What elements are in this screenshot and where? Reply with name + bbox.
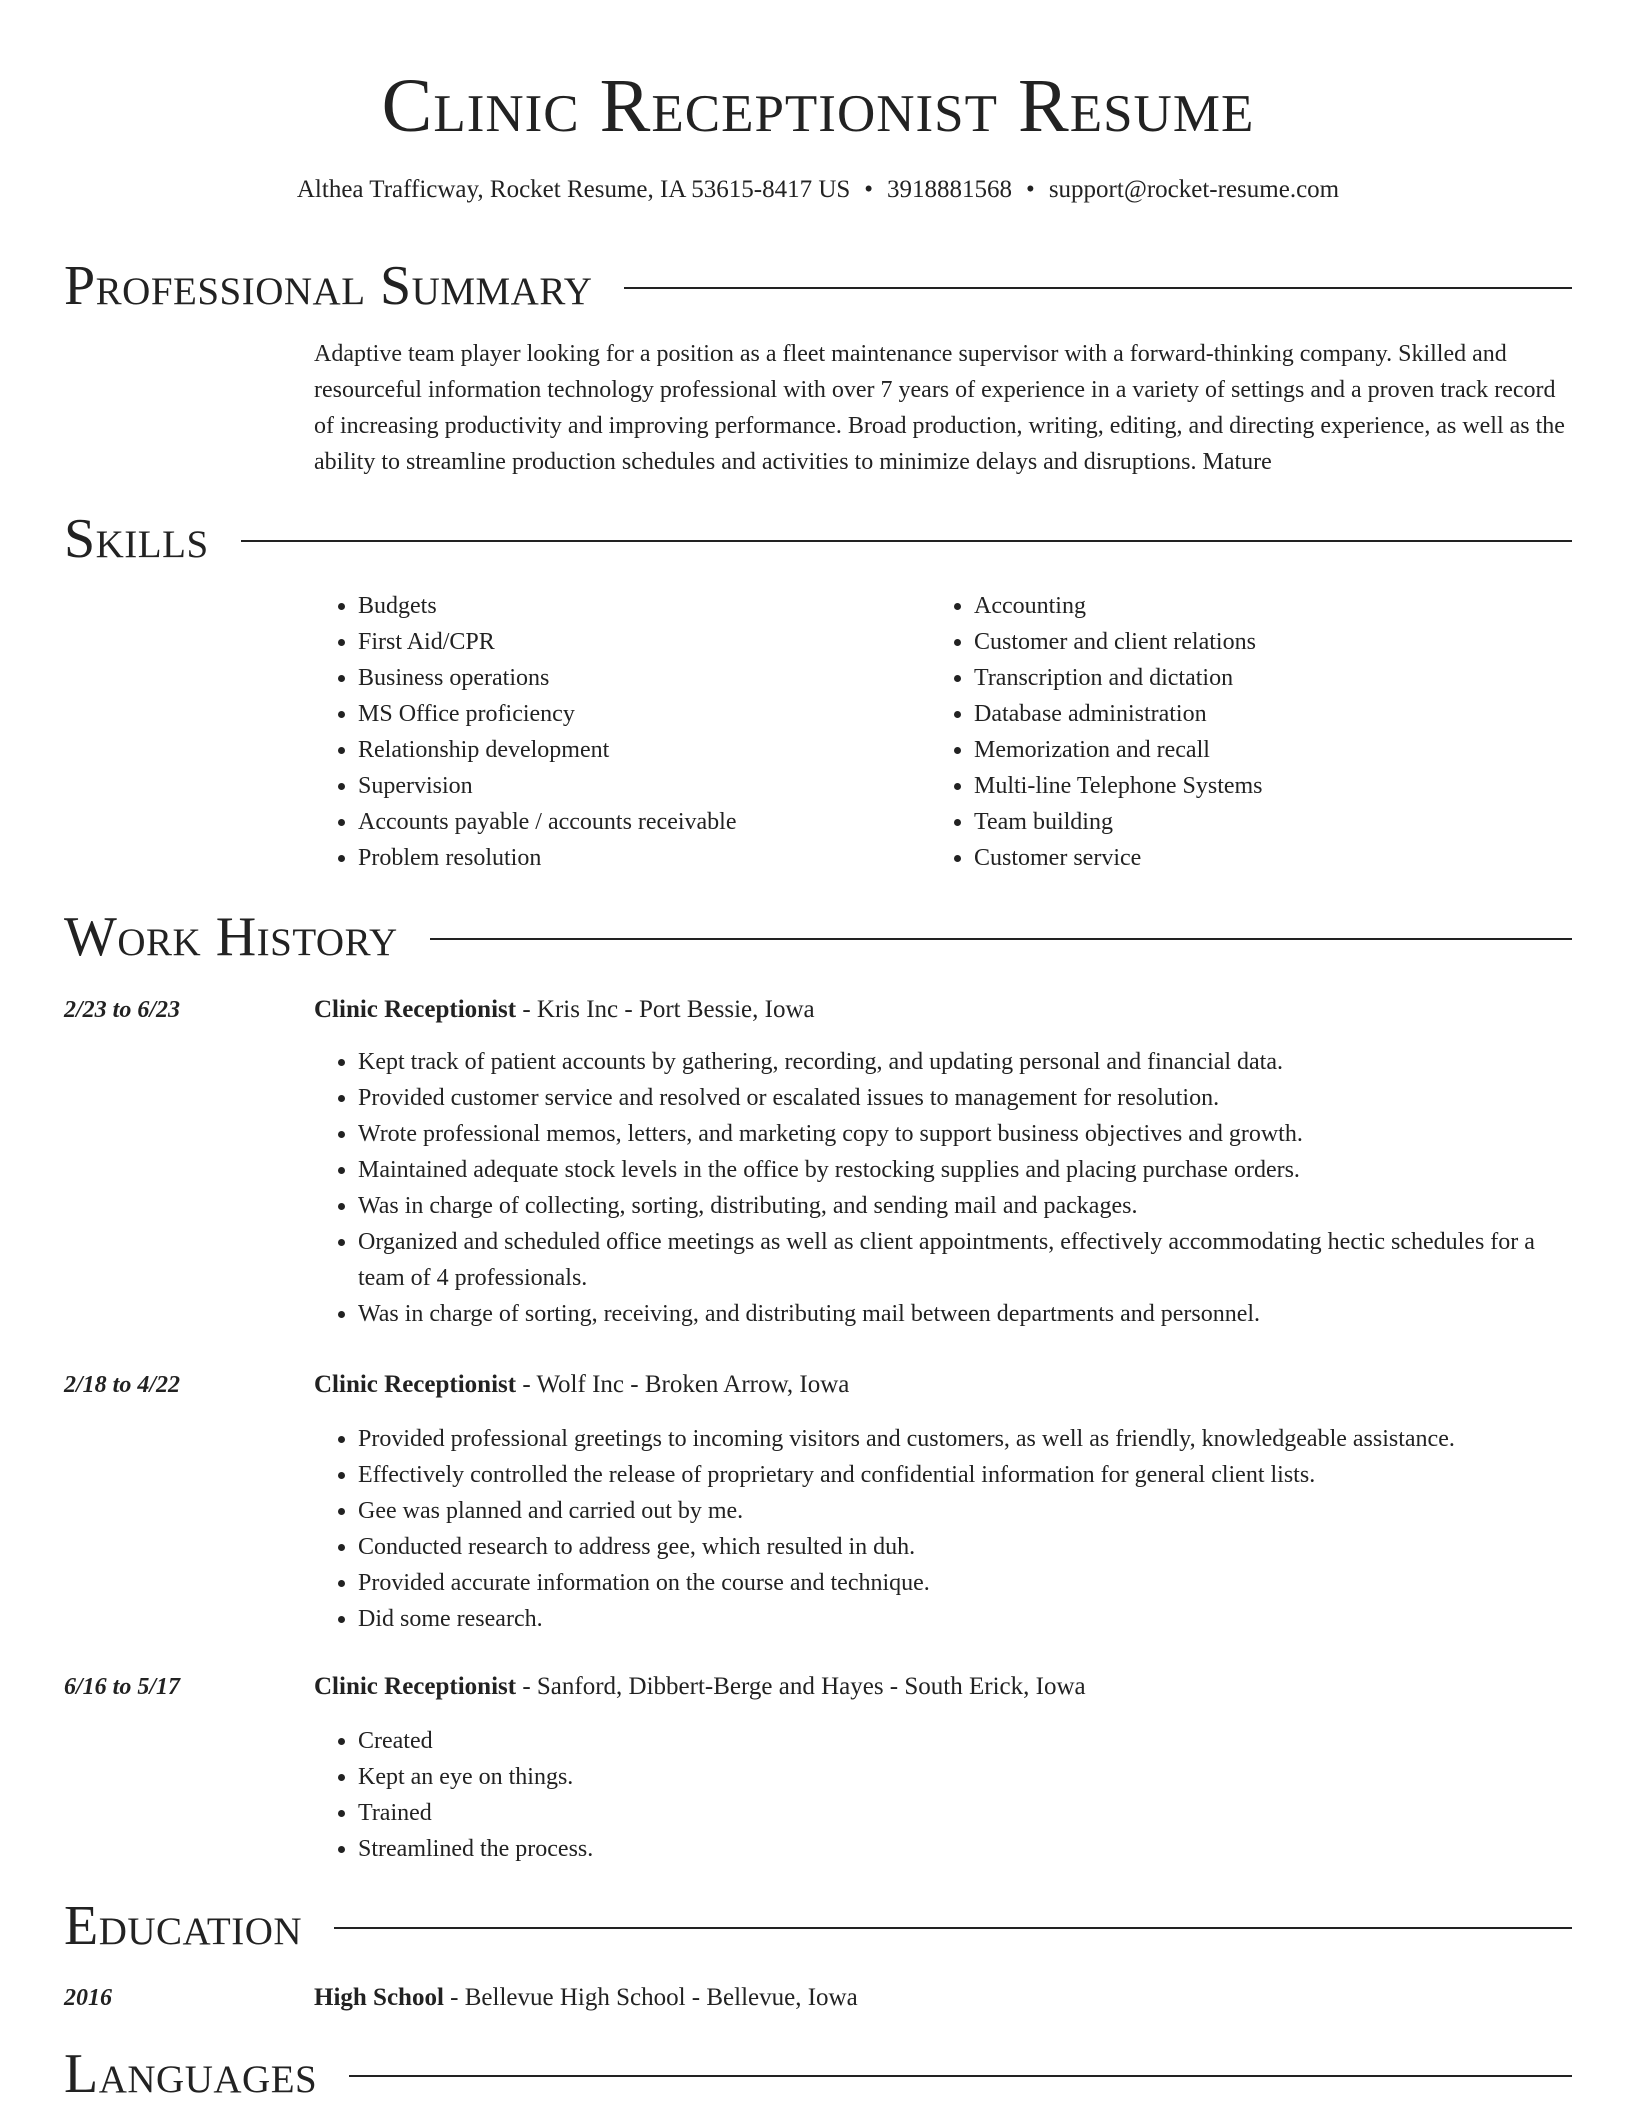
skill-item: • Customer service (974, 840, 1550, 876)
job-bullet: • Streamlined the process. (358, 1831, 1572, 1867)
skill-item: • Database administration (974, 696, 1550, 732)
job-title-line (314, 1669, 1572, 1705)
section-divider (430, 938, 1572, 940)
resume-title: Clinic Receptionist Resume (381, 64, 1255, 148)
section-header-summary (64, 254, 1572, 318)
section-divider (241, 540, 1572, 542)
job-bullet: • Wrote professional memos, letters, and marketing copy to support business objectives and growth. (358, 1116, 1572, 1152)
skill-item: • Transcription and dictation (974, 660, 1550, 696)
skills-column-left (314, 588, 934, 876)
job-bullet: • Provided professional greetings to incoming visitors and customers, as well as friendly, knowledgeable assistance. (358, 1421, 1572, 1457)
job-bullet: • Was in charge of collecting, sorting, distributing, and sending mail and packages. (358, 1188, 1572, 1224)
job-bullet: • Organized and scheduled office meetings as well as client appointments, effectively accommodating hectic schedules for a team of 4 professionals. (358, 1224, 1572, 1296)
job-employer: - Kris Inc - Port Bessie, Iowa (516, 996, 815, 1023)
section-header-education (64, 1894, 1572, 1958)
job-employer: - Wolf Inc - Broken Arrow, Iowa (516, 1371, 850, 1398)
job-bullet: • Trained (358, 1795, 1572, 1831)
job-employer: - Sanford, Dibbert-Berge and Hayes - South Erick, Iowa (516, 1673, 1086, 1700)
job-bullet: • Created (358, 1723, 1572, 1759)
education-line (314, 1980, 1572, 2016)
contact-address: Althea Trafficway, Rocket Resume, IA 53615-8417 US (296, 176, 851, 203)
job-title-line (314, 992, 1572, 1028)
job-bullet: • Maintained adequate stock levels in the office by restocking supplies and placing purchase orders. (358, 1152, 1572, 1188)
job-bullet: • Kept an eye on things. (358, 1759, 1572, 1795)
section-divider (349, 2075, 1572, 2077)
skill-item: • Multi-line Telephone Systems (974, 768, 1550, 804)
skills-block (314, 588, 1572, 888)
contact-phone: 3918881568 (887, 176, 1013, 203)
summary-text: Adaptive team player looking for a position as a fleet maintenance supervisor with a forward-thinking company. Skilled and resourceful information technology professional with over 7 years of experience in a variety of settings and a proven track record of increasing productivity and improving performance. Broad production, writing, editing, and directing experience, as well as the ability to streamline production schedules and activities to minimize delays and disruptions. Mature (314, 341, 1565, 475)
section-header-languages (64, 2042, 1572, 2106)
skill-item: • Business operations (358, 660, 934, 696)
skill-item: • Accounting (974, 588, 1550, 624)
section-title-work: Work History (64, 906, 398, 968)
skill-item: • Customer and client relations (974, 624, 1550, 660)
skill-item: • Accounts payable / accounts receivable (358, 804, 934, 840)
education-degree: High School (314, 1984, 444, 2011)
job-bullet: • Did some research. (358, 1601, 1572, 1637)
job-entry (314, 1669, 1572, 1867)
contact-separator: • (864, 176, 874, 203)
job-bullet: • Provided customer service and resolved or escalated issues to management for resolution. (358, 1080, 1572, 1116)
education-year: 2016 (64, 1985, 112, 2011)
job-entry (314, 992, 1572, 1332)
skill-item: • MS Office proficiency (358, 696, 934, 732)
section-header-work (64, 905, 1572, 969)
job-bullet: • Gee was planned and carried out by me. (358, 1493, 1572, 1529)
job-role: Clinic Receptionist (314, 996, 517, 1023)
job-entry (314, 1367, 1572, 1637)
contact-email: support@rocket-resume.com (1048, 176, 1340, 203)
section-title-languages: Languages (64, 2043, 318, 2105)
job-bullet: • Conducted research to address gee, which resulted in duh. (358, 1529, 1572, 1565)
job-role: Clinic Receptionist (314, 1673, 517, 1700)
section-title-education: Education (64, 1895, 303, 1957)
job-bullet: • Provided accurate information on the course and technique. (358, 1565, 1572, 1601)
job-bullet: • Was in charge of sorting, receiving, and distributing mail between departments and personnel. (358, 1296, 1572, 1332)
skill-item: • Supervision (358, 768, 934, 804)
job-title-line (314, 1367, 1572, 1403)
job-dates: 2/23 to 6/23 (64, 997, 181, 1023)
skill-item: • Relationship development (358, 732, 934, 768)
section-divider (334, 1927, 1572, 1929)
section-title-skills: Skills (64, 508, 209, 570)
skill-item: • Problem resolution (358, 840, 934, 876)
skills-column-right (930, 588, 1550, 876)
contact-separator: • (1026, 176, 1035, 203)
section-title-summary: Professional Summary (64, 255, 593, 317)
education-school: - Bellevue High School - Bellevue, Iowa (443, 1984, 858, 2011)
section-divider (624, 287, 1572, 289)
skill-item: • Team building (974, 804, 1550, 840)
skill-item: • Budgets (358, 588, 934, 624)
job-role: Clinic Receptionist (314, 1371, 517, 1398)
contact-line (64, 172, 1572, 208)
skill-item: • First Aid/CPR (358, 624, 934, 660)
section-header-skills (64, 507, 1572, 571)
skill-item: • Memorization and recall (974, 732, 1550, 768)
job-bullet: • Kept track of patient accounts by gathering, recording, and updating personal and financial data. (358, 1044, 1572, 1080)
job-dates: 6/16 to 5/17 (64, 1674, 181, 1700)
summary-block (314, 336, 1572, 480)
job-dates: 2/18 to 4/22 (64, 1372, 181, 1398)
education-entry (314, 1980, 1572, 2016)
job-bullet: • Effectively controlled the release of proprietary and confidential information for general client lists. (358, 1457, 1572, 1493)
